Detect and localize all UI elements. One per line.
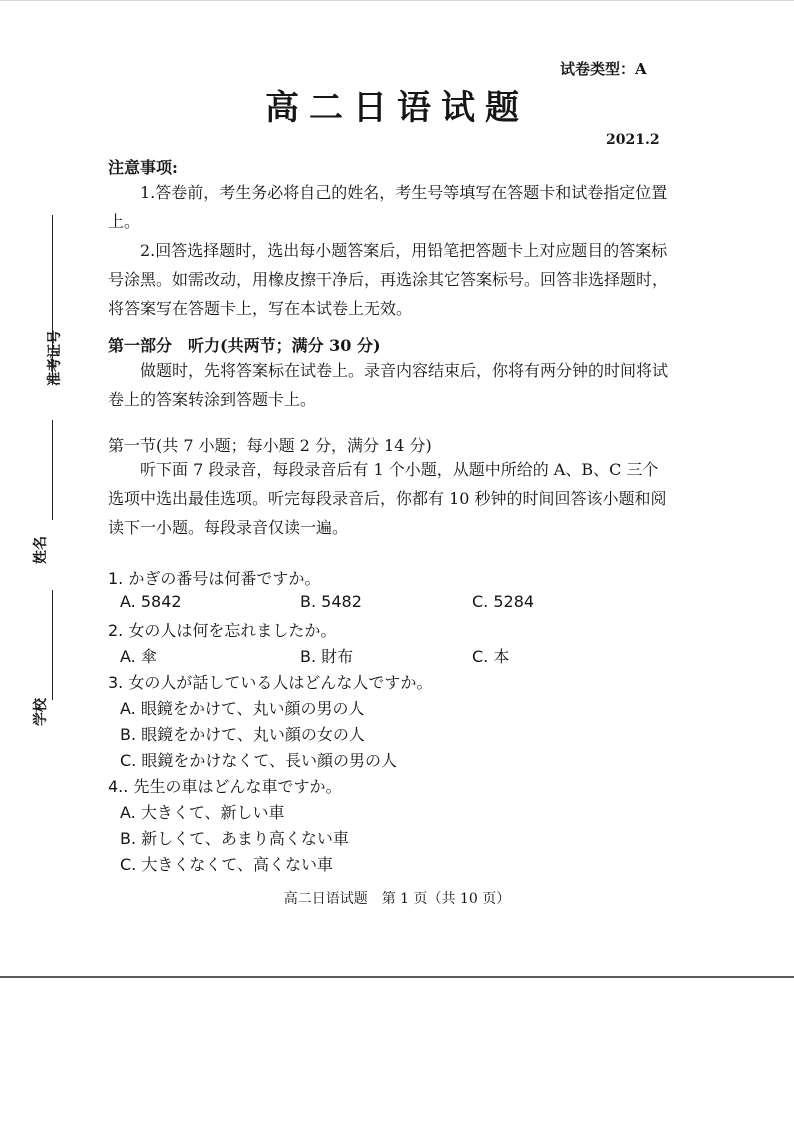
page-footer: 高二日语试题 第 1 页（共 10 页） [283,891,511,907]
part1-instructions: 做题时，先将答案标在试卷上。录音内容结束后，你将有两分钟的时间将试卷上的答案转涂到答题卡上。 [108,361,669,409]
question-1-stem: 1. かぎの番号は何番ですか。 [108,569,321,588]
question-1-option-a: A. 5842 [120,592,182,611]
question-2-option-a: A. 傘 [120,647,157,666]
notes-block [108,178,668,323]
paper-bottom-edge [0,976,794,978]
question-1-option-b: B. 5482 [300,592,362,611]
question-3-option-b: B. 眼鏡をかけて、丸い顔の女の人 [120,725,365,744]
question-4-option-c: C. 大きくなくて、高くない車 [120,855,334,874]
question-1-option-c: C. 5284 [472,592,535,611]
part1-instructions-block [108,356,668,414]
name-label: 姓名 [33,536,49,564]
section1-heading: 第一节(共 7 小题；每小题 2 分，满分 14 分) [108,436,432,455]
school-line [52,590,53,700]
question-2-stem: 2. 女の人は何を忘れましたか。 [108,621,337,640]
name-line [52,420,53,520]
question-3-option-a: A. 眼鏡をかけて、丸い顔の男の人 [120,699,365,718]
page-title: 高二日语试题 [265,88,529,128]
exam-date: 2021.2 [606,132,660,148]
question-4-option-b: B. 新しくて、あまり高くない車 [120,829,349,848]
note-item-2: 2.回答选择题时，选出每小题答案后，用铅笔把答题卡上对应题目的答案标号涂黑。如需改动，用橡皮擦干净后，再选涂其它答案标号。回答非选择题时，将答案写在答题卡上，写在本试卷上无效。 [108,241,669,318]
note-item-1: 1.答卷前，考生务必将自己的姓名，考生号等填写在答题卡和试卷指定位置上。 [108,183,668,231]
question-4-option-a: A. 大きくて、新しい車 [120,803,285,822]
paper-type-label: 试卷类型：A [560,60,647,78]
scan-top-edge [0,0,794,1]
part1-heading: 第一部分 听力(共两节；满分 30 分) [108,336,381,355]
question-3-option-c: C. 眼鏡をかけなくて、長い顔の男の人 [120,751,398,770]
notes-heading: 注意事项: [108,158,178,177]
school-label: 学校 [33,698,49,726]
question-2-option-b: B. 財布 [300,647,354,666]
exam-id-label: 准考证号 [47,330,63,386]
question-4-stem: 4.. 先生の車はどんな車ですか。 [108,777,342,796]
question-3-stem: 3. 女の人が話している人はどんな人ですか。 [108,673,433,692]
section1-instructions-block [108,455,668,542]
section1-instructions: 听下面 7 段录音，每段录音后有 1 个小题，从题中所给的 A、B、C 三个选项中选出最佳选项。听完每段录音后，你都有 10 秒钟的时间回答该小题和阅读下一小题。每段录音仅读一遍。 [108,460,667,537]
question-2-option-c: C. 本 [472,647,510,666]
